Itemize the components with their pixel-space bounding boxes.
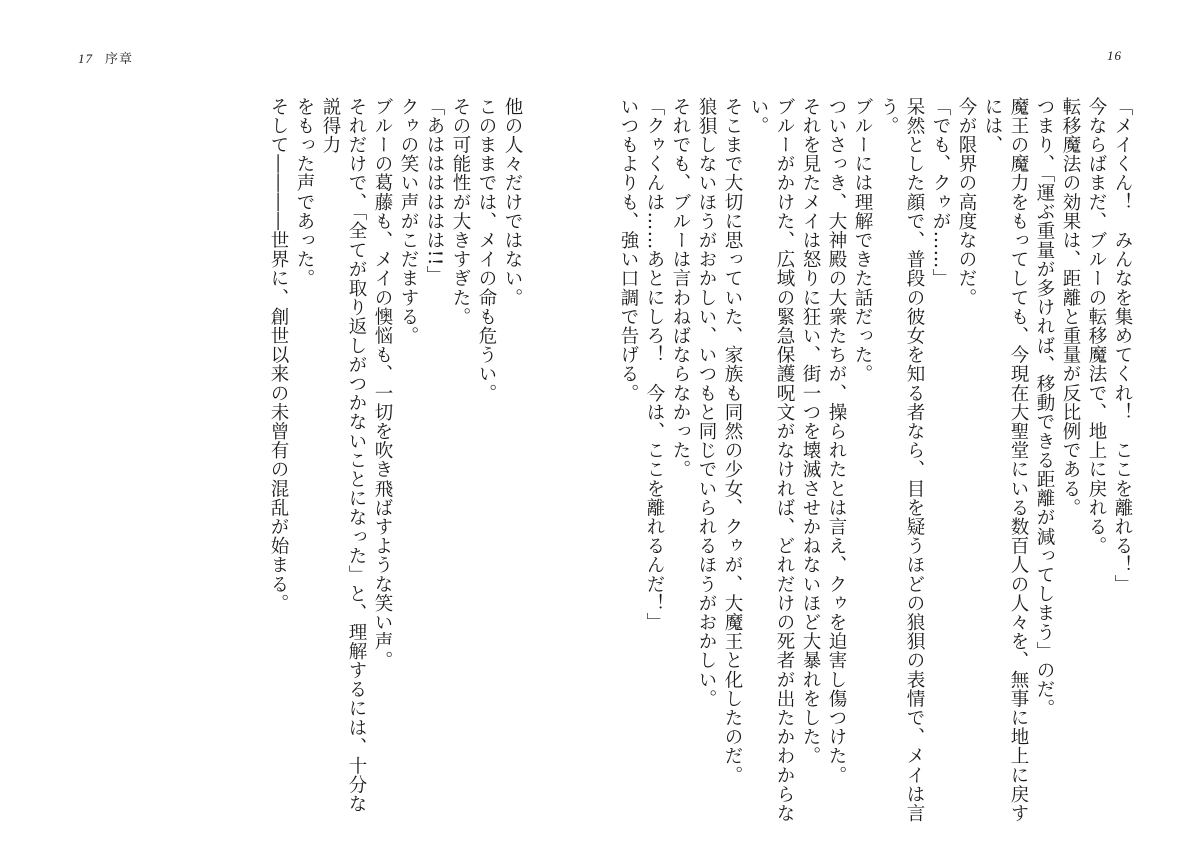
chapter-title: 序章 [105,51,134,66]
text-line: ブルーがかけた、広域の緊急保護呪文がなければ、どれだけの死者が出たかわからない。 [748,97,795,823]
text-line: それでも、ブルーは言わねばならなかった。 [670,97,691,479]
right-page-body [618,97,1135,832]
text-line: 「クゥくんは……あとにしろ！ 今は、ここを離れるんだ！」 [644,97,665,632]
text-line: つまり、「運ぶ重量が多ければ、移動できる距離が減ってしまう」のだ。 [1034,97,1055,719]
right-page-number: 16 [1107,48,1122,63]
text-line: 呆然とした顔で、普段の彼女を知る者なら、目を疑うほどの狼狽の表情で、メイは言う。 [878,97,925,823]
text-line: 「でも、クゥが……」 [930,97,951,288]
text-line: 今が限界の高度なのだ。 [956,97,977,308]
text-line: ブルーには理解できた話だった。 [852,97,873,384]
left-page-number: 17 [78,51,93,66]
right-page-header [1107,48,1122,64]
left-page-body [268,97,525,832]
text-line: それだけで、「全てが取り返しがつかないことになった」と、理解するには、十分な説得力 [320,97,367,814]
text-line: 狼狽しないほうがおかしい、いつもと同じでいられるほうがおかしい。 [696,97,717,709]
text-line: 他の人々だけではない。 [502,97,523,308]
left-page-header [78,48,133,67]
text-line: 今ならばまだ、ブルーの転移魔法で、地上に戻れる。 [1086,97,1107,556]
text-line: そして――――世界に、創世以来の未曾有の混乱が始まる。 [268,97,289,613]
text-line: いつもよりも、強い口調で告げる。 [618,97,639,403]
text-line: ブルーの葛藤も、メイの懊悩も、一切を吹き飛ばすような笑い声。 [372,97,393,670]
text-line: 「あはははははは!!」 [424,97,445,285]
text-line: ついさっき、大神殿の大衆たちが、操られたとは言え、クゥを迫害し傷つけた。 [826,97,847,785]
text-line: 転移魔法の効果は、距離と重量が反比例である。 [1060,97,1081,518]
text-line: それを見たメイは怒りに狂い、街一つを壊滅させかねないほど大暴れをした。 [800,97,821,766]
text-line: 魔王の魔力をもってしても、今現在大聖堂にいる数百人の人々を、無事に地上に戻すには、 [982,97,1029,823]
text-line: をもった声であった。 [294,97,315,288]
text-line: 「メイくん！ みんなを集めてくれ！ ここを離れる！」 [1112,97,1133,594]
text-line: その可能性が大きすぎた。 [450,97,471,327]
text-line: クゥの笑い声がこだまする。 [398,97,419,346]
text-line: このままでは、メイの命も危うい。 [476,97,497,403]
text-line: そこまで大切に思っていた、家族も同然の少女、クゥが、大魔王と化したのだ。 [722,97,743,785]
